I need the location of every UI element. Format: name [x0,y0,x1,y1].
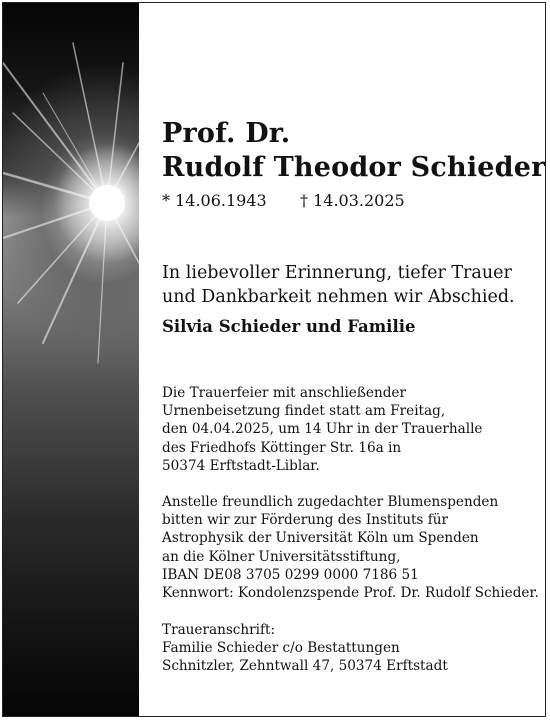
deceased-name: Rudolf Theodor Schieder [162,152,546,183]
donation-line: Astrophysik der Universität Köln um Spenden [162,530,479,547]
donation-iban: IBAN DE08 3705 0299 0000 7186 51 [162,566,419,583]
sunlight-image [3,3,139,716]
sun-rays [3,3,139,716]
mourning-address [162,621,448,676]
mourners-signature: Silvia Schieder und Familie [162,317,416,336]
funeral-line: Urnenbeisetzung findet statt am Freitag, [162,403,446,420]
funeral-line: den 04.04.2025, um 14 Uhr in der Trauerhalle [162,421,483,438]
birth-date: * 14.06.1943 [162,191,267,210]
address-line: Schnitzler, Zehntwall 47, 50374 Erftstadt [162,658,448,675]
donation-line: bitten wir zur Förderung des Instituts für [162,512,448,529]
farewell-message-line: In liebevoller Erinnerung, tiefer Trauer [162,263,512,283]
obituary-frame [2,2,546,717]
funeral-details [162,384,482,475]
farewell-message-line: und Dankbarkeit nehmen wir Abschied. [162,287,515,307]
address-label: Traueranschrift: [162,622,276,638]
deceased-title: Prof. Dr. [162,118,291,149]
funeral-line: des Friedhofs Köttinger Str. 16a in [162,439,402,456]
donation-line: Anstelle freundlich zugedachter Blumenspenden [162,494,499,510]
donation-line: an die Kölner Universitätsstiftung, [162,548,401,565]
funeral-line: Die Trauerfeier mit anschließender [162,385,406,401]
life-dates [162,190,405,212]
death-date: † 14.03.2025 [300,191,405,210]
donation-keyword: Kennwort: Kondolenzspende Prof. Dr. Rudolf Schieder. [162,584,539,601]
funeral-line: 50374 Erftstadt-Liblar. [162,457,320,474]
address-line: Familie Schieder c/o Bestattungen [162,640,400,657]
donation-details [162,493,539,602]
